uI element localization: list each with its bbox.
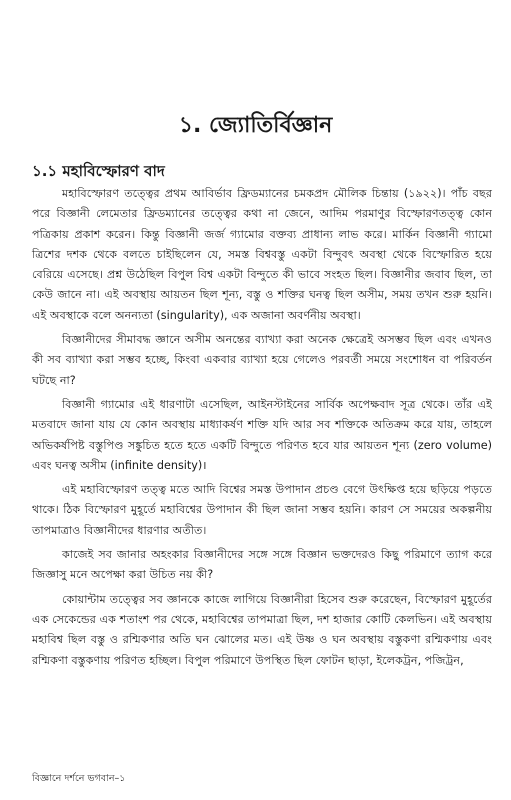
paragraph: এই মহাবিস্ফোরণ তত্ত্ব মতে আদি বিশ্বের সমস্ত উপাদান প্রচণ্ড বেগে উৎক্ষিপ্ত হয়ে ছড়িয়ে পড়তে থাকে। ঠিক বিস্ফোরণ মুহূর্তে মহাবিশ্বের উপাদান কী ছিল জানা সম্ভব হয়নি। কারণ সে সময়ের অকল্পনীয় তাপমাত্রাও বিজ্ঞানীদের ধারণার অতীত।	[32, 483, 492, 537]
section-heading: ১.১ মহাবিস্ফোরণ বাদ	[32, 162, 165, 180]
paragraph: বিজ্ঞানী গ্যামোর এই ধারণাটা এসেছিল, আইনস্টাইনের সার্বিক অপেক্ষবাদ সূত্র থেকে। তাঁর এই মতবাদে জানা যায় যে কোন অবস্থায় মাধ্যাকর্ষণ শক্তি যদি আর সব শক্তিকে অতিক্রম করে যায়, তাহলে অভিকর্ষপিষ্ট বস্তুপিণ্ড সঙ্কুচিত হতে হতে একটি বিন্দুতে পরিণত হবে যার আয়তন শূন্য (zero volume) এবং ঘনত্ব অসীম (infinite density)।	[32, 397, 492, 472]
paragraph: কাজেই সব জানার অহংকার বিজ্ঞানীদের সঙ্গে সঙ্গে বিজ্ঞান ভক্তদেরও কিছু পরিমাণে ত্যাগ করে জিজ্ঞাসু মনে অপেক্ষা করা উচিত নয় কী?	[32, 548, 492, 582]
body-text	[32, 184, 492, 675]
paragraph: কোয়ান্টাম তত্ত্বের সব জ্ঞানকে কাজে লাগিয়ে বিজ্ঞানীরা হিসেব শুরু করেছেন, বিস্ফোরণ মুহূর্তের এক সেকেন্ডের এক শতাংশ পর থেকে, মহাবিশ্বের তাপমাত্রা ছিল, দশ হাজার কোটি কেলভিন। এই অবস্থায় মহাবিশ্ব ছিল বস্তু ও রশ্মিকণার অতি ঘন ঝোলের মত। এই উষ্ণ ও ঘন অবস্থায় বস্তুকণা রশ্মিকণায় এবং রশ্মিকণা বস্তুকণায় পরিণত হচ্ছিল। বিপুল পরিমাণে উপস্থিত ছিল ফোটন ছাড়া, ইলেকট্রন, পজিট্রন,	[32, 592, 492, 667]
chapter-title: ১. জ্যোতির্বিজ্ঞান	[178, 113, 333, 138]
paragraph: বিজ্ঞানীদের সীমাবদ্ধ জ্ঞানে অসীম অনন্তের ব্যাখ্যা করা অনেক ক্ষেত্রেই অসম্ভব ছিল এবং এখনও কী সব ব্যাখ্যা করা সম্ভব হচ্ছে, কিংবা একবার ব্যাখ্যা হয়ে গেলেও পরবর্তী সময়ে সংশোধন বা পরিবর্তন ঘটছে না?	[32, 333, 492, 387]
paragraph: মহাবিস্ফোরণ তত্ত্বের প্রথম আবির্ভাব ফ্রিডম্যানের চমকপ্রদ মৌলিক চিন্তায় (১৯২২)। পাঁচ বছর পরে বিজ্ঞানী লেমেতার ফ্রিডম্যানের তত্ত্বের কথা না জেনে, আদিম পরমাণুর বিস্ফোরণতত্ত্ব কোন পত্রিকায় প্রকাশ করেন। কিন্তু বিজ্ঞানী জর্জ গ্যামোর বক্তব্য প্রাধান্য লাভ করে। মার্কিন বিজ্ঞানী গ্যামো ত্রিশের দশক থেকে বলতে চাইছিলেন যে, সমস্ত বিশ্ববস্তু একটা বিন্দুবৎ অবস্থা থেকে বিস্ফোরিত হয়ে বেরিয়ে এসেছে। প্রশ্ন উঠেছিল বিপুল বিশ্ব একটা বিন্দুতে কী ভাবে সংহত ছিল। বিজ্ঞানীর জবাব ছিল, তা কেউ জানে না। এই অবস্থায় আয়তন ছিল শূন্য, বস্তু ও শক্তির ঘনত্ব ছিল অসীম, সময় তখন শুরু হয়নি। এই অবস্থাকে বলে অনন্যতা (singularity), এক অজানা অবর্ণনীয় অবস্থা।	[32, 187, 492, 322]
page-footer: বিজ্ঞানে দর্শনে ভগবান–১	[32, 773, 126, 784]
